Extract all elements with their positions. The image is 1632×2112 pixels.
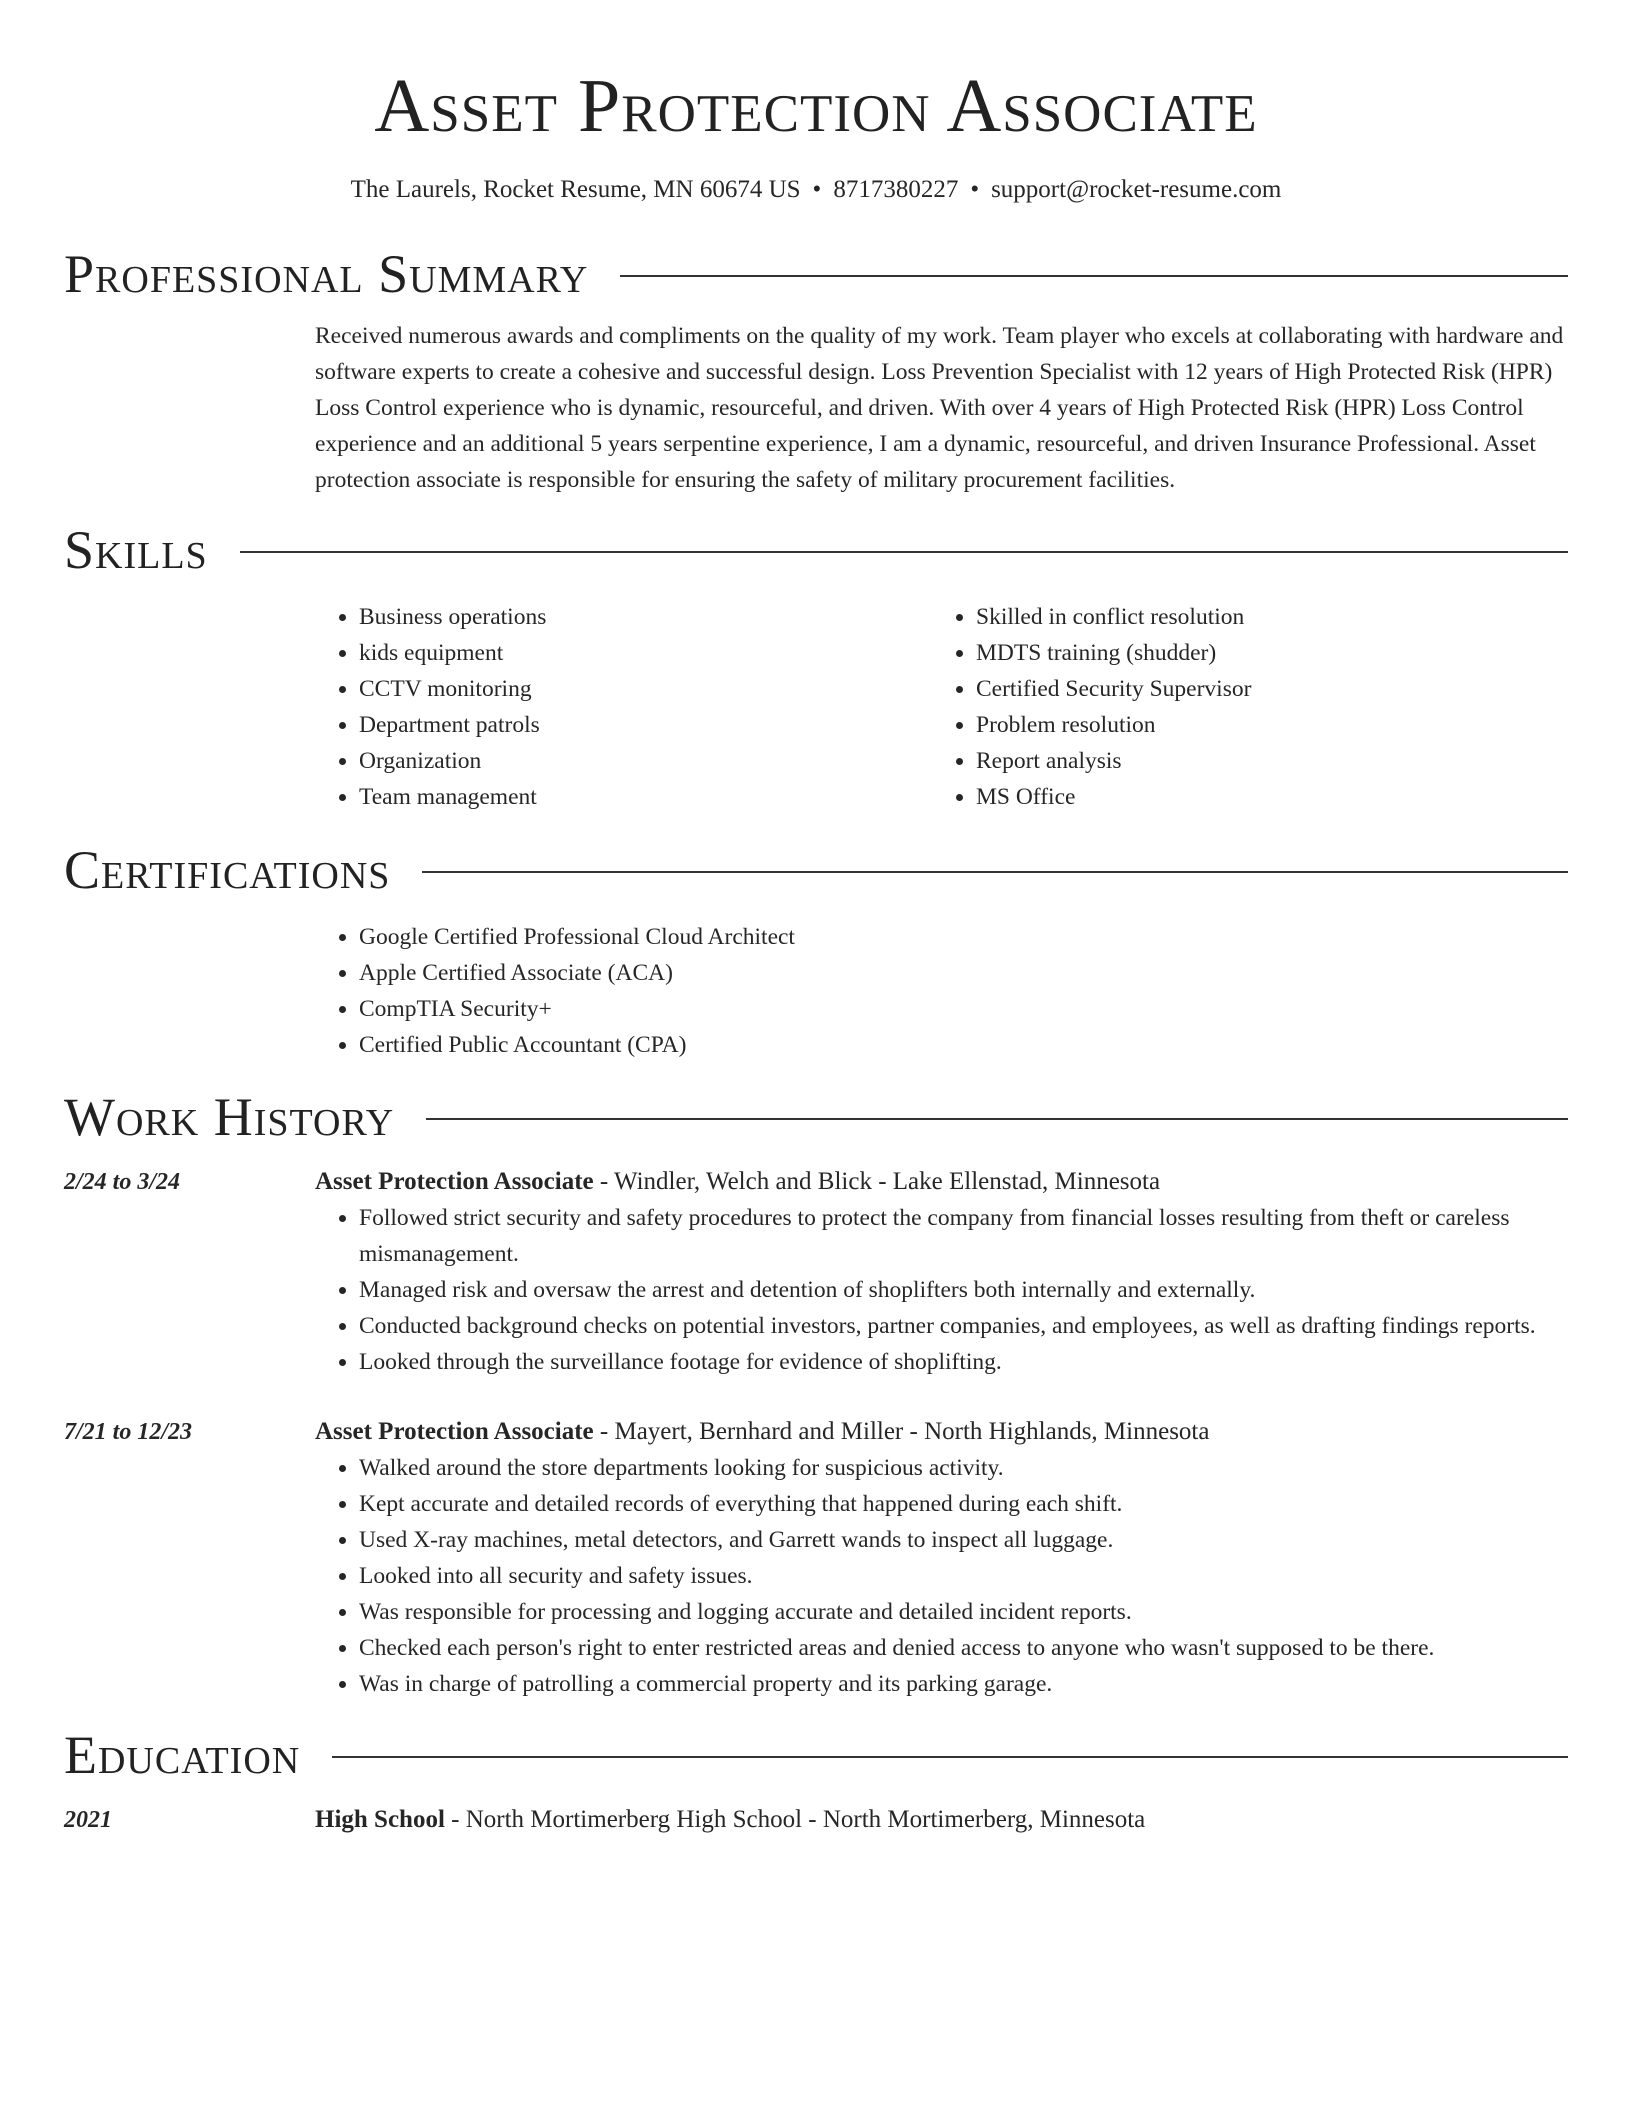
section-divider bbox=[422, 871, 1568, 873]
certification-item: • Certified Public Accountant (CPA) bbox=[359, 1027, 1568, 1063]
job-bullet: • Looked through the surveillance footage for evidence of shoplifting. bbox=[359, 1344, 1568, 1380]
skill-item: • Business operations bbox=[359, 599, 932, 635]
contact-phone: 8717380227 bbox=[833, 176, 959, 203]
skill-item: • Certified Security Supervisor bbox=[976, 671, 1549, 707]
skill-item: • MS Office bbox=[976, 779, 1549, 815]
job-bullet: • Kept accurate and detailed records of everything that happened during each shift. bbox=[359, 1486, 1568, 1522]
candidate-name: Asset Protection Associate bbox=[374, 64, 1258, 148]
contact-separator: • bbox=[970, 176, 980, 203]
job-bullet: • Walked around the store departments looking for suspicious activity. bbox=[359, 1450, 1568, 1486]
education-section bbox=[64, 1724, 1568, 1838]
education-year: 2021 bbox=[64, 1807, 112, 1833]
summary-header bbox=[64, 243, 1568, 305]
education-title: Education bbox=[64, 1725, 301, 1785]
contact-line bbox=[64, 174, 1568, 206]
section-divider bbox=[620, 275, 1568, 277]
summary-title: Professional Summary bbox=[64, 244, 589, 304]
certifications-title: Certifications bbox=[64, 840, 391, 900]
skills-column-right bbox=[932, 599, 1549, 815]
job-bullets bbox=[315, 1450, 1568, 1702]
job-main bbox=[315, 1414, 1568, 1702]
job-bullet: • Checked each person's right to enter restricted areas and denied access to anyone who wasn't supposed to be there. bbox=[359, 1630, 1568, 1666]
certification-item: • Apple Certified Associate (ACA) bbox=[359, 955, 1568, 991]
certifications-section bbox=[64, 839, 1568, 1063]
job-details: - Windler, Welch and Blick - Lake Ellenstad, Minnesota bbox=[593, 1168, 1161, 1195]
skills-header bbox=[64, 519, 1568, 581]
education-details: - North Mortimerberg High School - North Mortimerberg, Minnesota bbox=[444, 1806, 1146, 1833]
skill-item: • Skilled in conflict resolution bbox=[976, 599, 1549, 635]
job-bullet: • Managed risk and oversaw the arrest and detention of shoplifters both internally and externally. bbox=[359, 1272, 1568, 1308]
education-header bbox=[64, 1724, 1568, 1786]
job-bullet: • Conducted background checks on potential investors, partner companies, and employees, as well as drafting findings reports. bbox=[359, 1308, 1568, 1344]
skills-section bbox=[64, 519, 1568, 815]
work-history-header bbox=[64, 1086, 1568, 1148]
summary-text: Received numerous awards and compliments on the quality of my work. Team player who excels at collaborating with hardware and software experts to create a cohesive and successful design. Loss Prevention Specialist with 12 years of High Protected Risk (HPR) Loss Control experience who is dynamic, resourceful, and driven. With over 4 years of High Protected Risk (HPR) Loss Control experience and an additional 5 years serpentine experience, I am a dynamic, resourceful, and driven Insurance Professional. Asset protection associate is responsible for ensuring the safety of military procurement facilities. bbox=[315, 323, 1564, 493]
job-bullet: • Was in charge of patrolling a commercial property and its parking garage. bbox=[359, 1666, 1568, 1702]
job-entry bbox=[64, 1164, 1568, 1380]
job-bullet: • Followed strict security and safety procedures to protect the company from financial losses resulting from theft or careless mismanagement. bbox=[359, 1200, 1568, 1272]
skills-body bbox=[315, 599, 1568, 815]
section-divider bbox=[426, 1118, 1568, 1120]
skill-item: • Problem resolution bbox=[976, 707, 1549, 743]
summary-body bbox=[315, 318, 1568, 498]
certification-item: • Google Certified Professional Cloud Architect bbox=[359, 919, 1568, 955]
job-main bbox=[315, 1164, 1568, 1380]
skills-list-right bbox=[932, 599, 1549, 815]
job-bullets bbox=[315, 1200, 1568, 1380]
education-degree: High School bbox=[315, 1806, 445, 1833]
job-dates: 2/24 to 3/24 bbox=[64, 1169, 181, 1195]
contact-separator: • bbox=[812, 176, 822, 203]
job-bullet: • Used X-ray machines, metal detectors, and Garrett wands to inspect all luggage. bbox=[359, 1522, 1568, 1558]
work-history-title: Work History bbox=[64, 1087, 395, 1147]
skill-item: • MDTS training (shudder) bbox=[976, 635, 1549, 671]
skill-item: • Team management bbox=[359, 779, 932, 815]
job-title: Asset Protection Associate bbox=[315, 1168, 594, 1195]
section-divider bbox=[332, 1756, 1568, 1758]
education-line bbox=[315, 1802, 1568, 1838]
contact-email[interactable]: support@rocket-resume.com bbox=[991, 176, 1282, 203]
job-title-line bbox=[315, 1414, 1568, 1450]
certifications-header bbox=[64, 839, 1568, 901]
job-dates: 7/21 to 12/23 bbox=[64, 1419, 193, 1445]
certification-item: • CompTIA Security+ bbox=[359, 991, 1568, 1027]
work-history-section bbox=[64, 1086, 1568, 1702]
skill-item: • kids equipment bbox=[359, 635, 932, 671]
job-title: Asset Protection Associate bbox=[315, 1418, 594, 1445]
education-main bbox=[315, 1802, 1568, 1838]
skill-item: • Report analysis bbox=[976, 743, 1549, 779]
skill-item: • Organization bbox=[359, 743, 932, 779]
skills-list-left bbox=[315, 599, 932, 815]
education-entry bbox=[64, 1802, 1568, 1838]
skills-title: Skills bbox=[64, 520, 208, 580]
job-bullet: • Looked into all security and safety issues. bbox=[359, 1558, 1568, 1594]
job-bullet: • Was responsible for processing and logging accurate and detailed incident reports. bbox=[359, 1594, 1568, 1630]
section-divider bbox=[240, 551, 1568, 553]
certifications-body bbox=[315, 919, 1568, 1063]
summary-section bbox=[64, 243, 1568, 498]
skill-item: • Department patrols bbox=[359, 707, 932, 743]
skill-item: • CCTV monitoring bbox=[359, 671, 932, 707]
certifications-list bbox=[315, 919, 1568, 1063]
job-entry bbox=[64, 1414, 1568, 1702]
job-details: - Mayert, Bernhard and Miller - North Highlands, Minnesota bbox=[593, 1418, 1210, 1445]
job-title-line bbox=[315, 1164, 1568, 1200]
contact-address: The Laurels, Rocket Resume, MN 60674 US bbox=[350, 176, 801, 203]
skills-column-left bbox=[315, 599, 932, 815]
